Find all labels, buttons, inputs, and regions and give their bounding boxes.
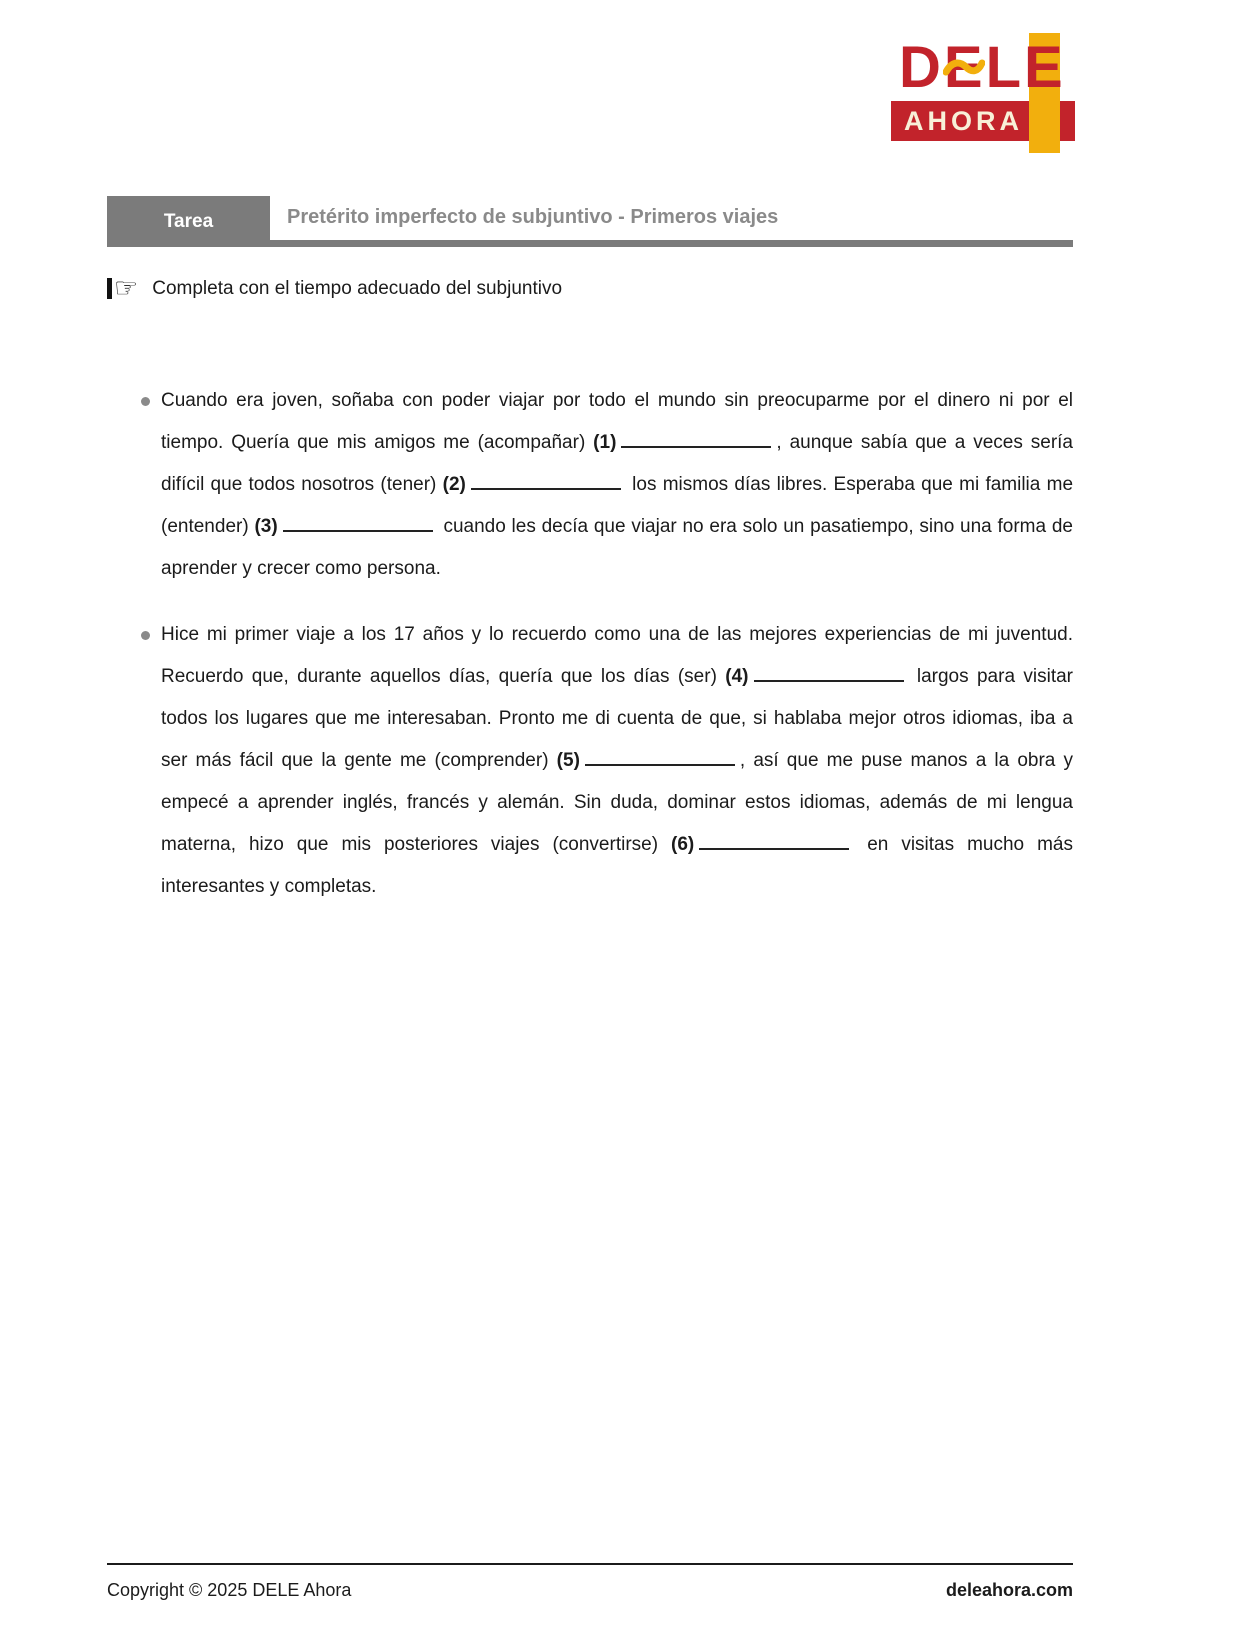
paragraph-text-1 <box>161 380 1073 590</box>
paragraph-text-2 <box>161 614 1073 908</box>
answer-blank-3[interactable] <box>283 516 433 532</box>
blank-number-3: (3) <box>254 516 278 537</box>
bullet-icon <box>141 397 150 406</box>
answer-blank-5[interactable] <box>585 750 735 766</box>
text-segment: Hice mi primer viaje a los 17 años y lo recuerdo como una de las mejores experiencias de mi juventud. Recuerdo que, durante aquellos días, quería que los días (ser) <box>161 624 1073 687</box>
exercise-body <box>107 380 1073 908</box>
tilde-icon <box>943 29 985 87</box>
text-segment: Cuando era joven, soñaba con poder viajar por todo el mundo sin preocuparme por el dinero ni por el tiempo. Quería que mis amigos me (acompañar) <box>161 390 1073 453</box>
copyright-text: Copyright © 2025 DELE Ahora <box>107 1580 352 1600</box>
blank-number-1: (1) <box>593 432 617 453</box>
answer-blank-4[interactable] <box>754 666 904 682</box>
blank-number-5: (5) <box>556 750 580 771</box>
logo-ahora-text: AHORA <box>904 105 1023 136</box>
instruction-text: Completa con el tiempo adecuado del subjuntivo <box>152 277 563 299</box>
hand-icon-bar <box>107 278 112 299</box>
content-column <box>107 196 1073 932</box>
text-segment: , aunque sabía que a veces sería difícil que todos nosotros (tener) <box>161 432 1073 495</box>
task-header <box>107 196 1073 247</box>
task-title: Pretérito imperfecto de subjuntivo - Primeros viajes <box>287 206 779 228</box>
tarea-tab <box>107 196 270 247</box>
answer-blank-1[interactable] <box>621 432 771 448</box>
tarea-tab-label: Tarea <box>163 210 214 232</box>
text-segment: en visitas mucho más interesantes y completas. <box>161 834 1073 897</box>
text-segment: , así que me puse manos a la obra y empecé a aprender inglés, francés y alemán. Sin duda, dominar estos idiomas, además de mi lengua materna, hizo que mis posteriores viajes (convertirse) <box>161 750 1073 855</box>
exercise-paragraph-1 <box>107 380 1073 590</box>
answer-blank-6[interactable] <box>699 834 849 850</box>
logo-letter-e1: E <box>943 35 986 100</box>
logo-letter-l: L <box>985 35 1025 100</box>
logo-dele-text <box>899 35 1066 100</box>
answer-blank-2[interactable] <box>471 474 621 490</box>
blank-number-6: (6) <box>671 834 695 855</box>
blank-number-4: (4) <box>725 666 749 687</box>
exercise-paragraph-2 <box>107 614 1073 908</box>
pointing-hand-icon <box>107 275 138 302</box>
logo-letter-d: D <box>899 35 944 100</box>
dele-ahora-logo <box>891 33 1075 153</box>
text-segment: los mismos días libres. Esperaba que mi familia me (entender) <box>161 474 1074 537</box>
hand-icon-glyph: ☞ <box>114 273 139 303</box>
text-segment: cuando les decía que viajar no era solo un pasatiempo, sino una forma de aprender y crecer como persona. <box>161 516 1073 579</box>
header-rule <box>270 240 1073 247</box>
logo-letter-e2: E <box>1024 35 1066 100</box>
text-segment: largos para visitar todos los lugares que me interesaban. Pronto me di cuenta de que, si hablaba mejor otros idiomas, iba a ser más fácil que la gente me (comprender) <box>161 666 1073 771</box>
instruction-row <box>107 275 1073 302</box>
page-footer <box>107 1563 1073 1601</box>
bullet-icon <box>141 631 150 640</box>
blank-number-2: (2) <box>442 474 466 495</box>
website-link[interactable]: deleahora.com <box>945 1580 1073 1600</box>
